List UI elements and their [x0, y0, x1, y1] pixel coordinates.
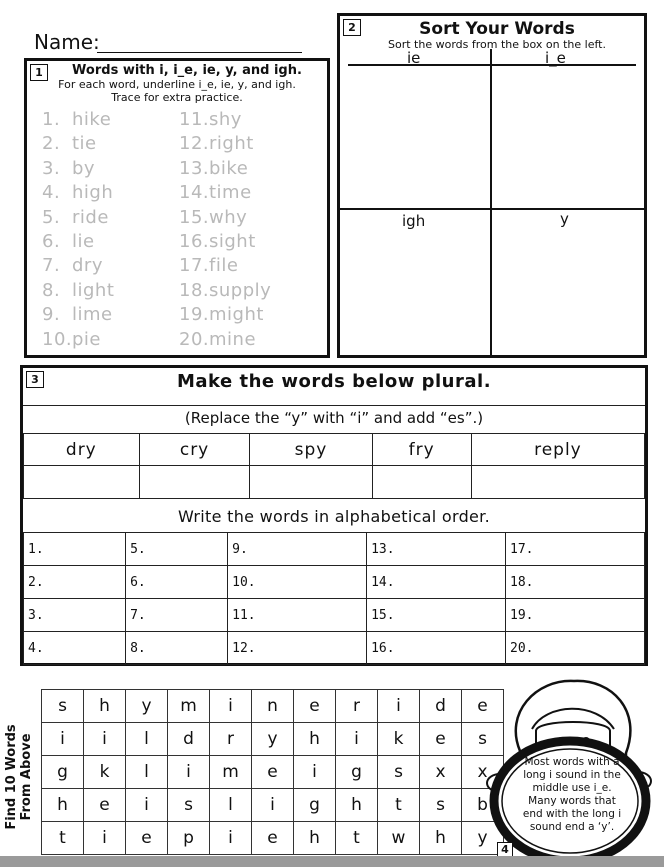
plural-answer-cell[interactable]: [372, 466, 471, 499]
plural-answer-cell[interactable]: [250, 466, 372, 499]
word-search-letter[interactable]: i: [294, 756, 336, 789]
trace-word: [42, 280, 114, 304]
plural-word: reply: [471, 434, 644, 466]
sort-label-i-e: i_e: [545, 49, 566, 67]
trace-word-text: hike: [72, 109, 112, 130]
sort-header-line: [348, 64, 636, 66]
word-search-letter[interactable]: n: [252, 690, 294, 723]
word-search-letter[interactable]: s: [168, 789, 210, 822]
word-search-letter[interactable]: m: [210, 756, 252, 789]
plural-answer-cell[interactable]: [139, 466, 250, 499]
trace-word-text: mine: [209, 328, 257, 350]
section-3-title: Make the words below plural.: [176, 371, 492, 392]
word-search-letter[interactable]: g: [336, 756, 378, 789]
plural-word: cry: [139, 434, 250, 466]
word-list-left: [42, 109, 114, 353]
trace-word-text: light: [72, 279, 115, 301]
alpha-answer-cell[interactable]: 17.: [506, 533, 645, 566]
trace-word-text: might: [209, 304, 264, 326]
alpha-answer-cell[interactable]: 5.: [126, 533, 228, 566]
word-search-letter[interactable]: d: [420, 690, 462, 723]
word-search-letter[interactable]: i: [210, 822, 252, 855]
trace-word-number: 20.: [179, 328, 210, 350]
word-search-letter[interactable]: i: [378, 690, 420, 723]
alpha-answer-cell[interactable]: 14.: [367, 566, 506, 599]
sort-middle-line: [340, 208, 644, 210]
sort-area-y[interactable]: [494, 232, 634, 354]
trace-word-number: 17.: [179, 255, 210, 277]
alpha-answer-cell[interactable]: 6.: [126, 566, 228, 599]
word-search-letter[interactable]: h: [42, 789, 84, 822]
trace-word: [179, 207, 271, 231]
name-field[interactable]: [97, 52, 302, 53]
trace-word-number: 2.: [42, 133, 61, 155]
word-list-box: [24, 58, 330, 358]
trace-word-text: shy: [209, 109, 242, 130]
word-search-letter[interactable]: h: [294, 822, 336, 855]
trace-word: [42, 109, 114, 133]
word-search-letter[interactable]: t: [378, 789, 420, 822]
trace-word-text: sight: [209, 230, 256, 252]
word-search-letter[interactable]: m: [168, 690, 210, 723]
word-search-letter[interactable]: e: [252, 756, 294, 789]
trace-word-text: pie: [72, 328, 102, 350]
trace-word: [179, 329, 271, 353]
plural-word: dry: [24, 434, 140, 466]
trace-word-text: bike: [209, 157, 249, 179]
word-search-letter[interactable]: i: [336, 723, 378, 756]
alpha-answer-cell[interactable]: 15.: [367, 599, 506, 632]
section-2-number: 2: [343, 19, 361, 36]
trace-word-text: high: [72, 182, 114, 204]
trace-word-text: time: [209, 182, 252, 204]
word-search-letter[interactable]: g: [294, 789, 336, 822]
trace-word-text: why: [209, 206, 248, 228]
word-search-letter[interactable]: i: [126, 789, 168, 822]
trace-word-number: 8.: [42, 279, 61, 301]
word-search-side-title: [4, 702, 34, 852]
trace-word-text: file: [209, 255, 239, 277]
alpha-answer-cell[interactable]: 4.: [24, 632, 126, 665]
sort-label-y: y: [560, 210, 569, 228]
trace-word-text: tie: [72, 133, 97, 155]
word-search-letter[interactable]: y: [252, 723, 294, 756]
trace-word-number: 5.: [42, 206, 61, 228]
trace-word-text: by: [72, 157, 96, 179]
word-search-letter[interactable]: t: [42, 822, 84, 855]
word-search-letter[interactable]: g: [42, 756, 84, 789]
section-2-title: Sort Your Words: [419, 19, 575, 39]
word-search-letter[interactable]: d: [168, 723, 210, 756]
word-search-letter[interactable]: k: [378, 723, 420, 756]
trace-word-number: 4.: [42, 182, 61, 204]
trace-word-number: 3.: [42, 157, 61, 179]
trace-word-number: 11.: [179, 109, 210, 130]
trace-word: [42, 304, 114, 328]
plural-word: spy: [250, 434, 372, 466]
trace-word-text: lie: [72, 230, 95, 252]
word-search-letter[interactable]: l: [126, 723, 168, 756]
section-1-title: Words with i, i_e, ie, y, and igh.: [72, 63, 302, 78]
trace-word: [179, 255, 271, 279]
trace-word: [42, 207, 114, 231]
alpha-answer-cell[interactable]: 10.: [228, 566, 367, 599]
trace-word-text: lime: [72, 304, 113, 326]
trace-word: [42, 329, 114, 353]
side-title-line-1: Find 10 Words: [4, 724, 19, 830]
trace-word-text: supply: [209, 279, 272, 301]
tip-text: Most words with a long i sound in the middle use i_e. Many words that end with the long i sound end a ‘y’.: [522, 756, 622, 833]
word-search-letter[interactable]: l: [210, 789, 252, 822]
word-search-letter[interactable]: e: [126, 822, 168, 855]
alpha-answer-cell[interactable]: 1.: [24, 533, 126, 566]
trace-word: [179, 231, 271, 255]
word-search-letter[interactable]: s: [42, 690, 84, 723]
alpha-answer-cell[interactable]: 9.: [228, 533, 367, 566]
section-1-number: 1: [30, 64, 48, 81]
side-title-line-2: From Above: [19, 733, 34, 821]
word-search-grid: [41, 689, 504, 855]
alpha-answer-cell[interactable]: 7.: [126, 599, 228, 632]
alpha-answer-cell[interactable]: 11.: [228, 599, 367, 632]
trace-word: [42, 255, 114, 279]
word-search-letter[interactable]: r: [336, 690, 378, 723]
section-4-number: 4: [497, 842, 513, 857]
word-search-letter[interactable]: x: [462, 756, 504, 789]
word-search-letter[interactable]: e: [252, 822, 294, 855]
alpha-answer-cell[interactable]: 16.: [367, 632, 506, 665]
word-search-letter[interactable]: s: [378, 756, 420, 789]
trace-word-number: 14.: [179, 182, 210, 204]
alpha-answer-cell[interactable]: 2.: [24, 566, 126, 599]
alpha-answer-cell[interactable]: 18.: [506, 566, 645, 599]
alpha-answer-cell[interactable]: 8.: [126, 632, 228, 665]
section-3-instruction: (Replace the “y” with “i” and add “es”.): [23, 405, 645, 433]
word-search-letter[interactable]: i: [84, 822, 126, 855]
trace-word: [179, 304, 271, 328]
word-search-letter[interactable]: i: [210, 690, 252, 723]
trace-word-text: dry: [72, 255, 103, 277]
alpha-answer-cell[interactable]: 12.: [228, 632, 367, 665]
sort-area-i-e[interactable]: [494, 68, 634, 206]
plural-table: [23, 433, 645, 499]
word-search-letter[interactable]: l: [126, 756, 168, 789]
trace-word-number: 18.: [179, 279, 210, 301]
trace-word: [42, 133, 114, 157]
trace-word: [179, 182, 271, 206]
trace-word-number: 9.: [42, 304, 61, 326]
trace-word: [42, 231, 114, 255]
word-search-letter[interactable]: x: [420, 756, 462, 789]
section-1-instruction-2: Trace for extra practice.: [111, 91, 243, 104]
sort-vertical-line: [490, 49, 492, 358]
alpha-answer-cell[interactable]: 20.: [506, 632, 645, 665]
alpha-answer-cell[interactable]: 19.: [506, 599, 645, 632]
section-2-instruction: Sort the words from the box on the left.: [388, 38, 606, 51]
plural-word: fry: [372, 434, 471, 466]
trace-word-number: 19.: [179, 304, 210, 326]
alpha-table: [23, 532, 645, 665]
word-search-letter[interactable]: p: [168, 822, 210, 855]
plural-answer-cell[interactable]: [24, 466, 140, 499]
trace-word-text: right: [209, 133, 254, 155]
word-search-letter[interactable]: h: [294, 723, 336, 756]
section-3-number: 3: [26, 371, 44, 388]
sort-area-igh[interactable]: [348, 232, 488, 354]
word-search-letter[interactable]: h: [420, 822, 462, 855]
trace-word-number: 13.: [179, 157, 210, 179]
sort-words-box: [337, 13, 647, 358]
word-search-letter[interactable]: e: [84, 789, 126, 822]
word-search-letter[interactable]: i: [84, 723, 126, 756]
plural-answer-cell[interactable]: [471, 466, 644, 499]
trace-word-number: 1.: [42, 109, 61, 130]
section-1-instruction: For each word, underline i_e, ie, y, and igh.: [58, 78, 296, 91]
word-search-letter[interactable]: e: [462, 690, 504, 723]
word-search-letter[interactable]: y: [126, 690, 168, 723]
trace-word-text: ride: [72, 206, 109, 228]
word-search-letter[interactable]: i: [168, 756, 210, 789]
trace-word: [179, 109, 271, 133]
word-search-letter[interactable]: h: [336, 789, 378, 822]
trace-word: [179, 158, 271, 182]
word-search-letter[interactable]: s: [420, 789, 462, 822]
alpha-answer-cell[interactable]: 3.: [24, 599, 126, 632]
sort-label-igh: igh: [402, 212, 426, 230]
trace-word: [42, 182, 114, 206]
sort-area-ie[interactable]: [348, 68, 488, 206]
word-search-letter[interactable]: k: [84, 756, 126, 789]
word-search-letter[interactable]: t: [336, 822, 378, 855]
alpha-answer-cell[interactable]: 13.: [367, 533, 506, 566]
trace-word: [179, 280, 271, 304]
trace-word-number: 15.: [179, 206, 210, 228]
word-search-letter[interactable]: i: [252, 789, 294, 822]
trace-word-number: 7.: [42, 255, 61, 277]
plural-box: [20, 365, 648, 666]
trace-word: [179, 133, 271, 157]
word-search-letter[interactable]: w: [378, 822, 420, 855]
word-search-letter[interactable]: e: [294, 690, 336, 723]
word-search-letter[interactable]: y: [462, 822, 504, 855]
trace-word-number: 16.: [179, 230, 210, 252]
word-search-letter[interactable]: h: [84, 690, 126, 723]
word-search-letter[interactable]: r: [210, 723, 252, 756]
name-label: Name:: [34, 30, 100, 54]
word-search-letter[interactable]: b: [462, 789, 504, 822]
trace-word-number: 12.: [179, 133, 210, 155]
trace-word-number: 6.: [42, 230, 61, 252]
trace-word: [42, 158, 114, 182]
alpha-title: Write the words in alphabetical order.: [178, 507, 490, 526]
word-search-letter[interactable]: s: [462, 723, 504, 756]
bottom-band: [0, 856, 664, 867]
word-search-letter[interactable]: e: [420, 723, 462, 756]
trace-word-number: 10.: [42, 328, 73, 350]
word-search-letter[interactable]: i: [42, 723, 84, 756]
word-list-right: [179, 109, 271, 353]
sort-label-ie: ie: [407, 49, 421, 67]
